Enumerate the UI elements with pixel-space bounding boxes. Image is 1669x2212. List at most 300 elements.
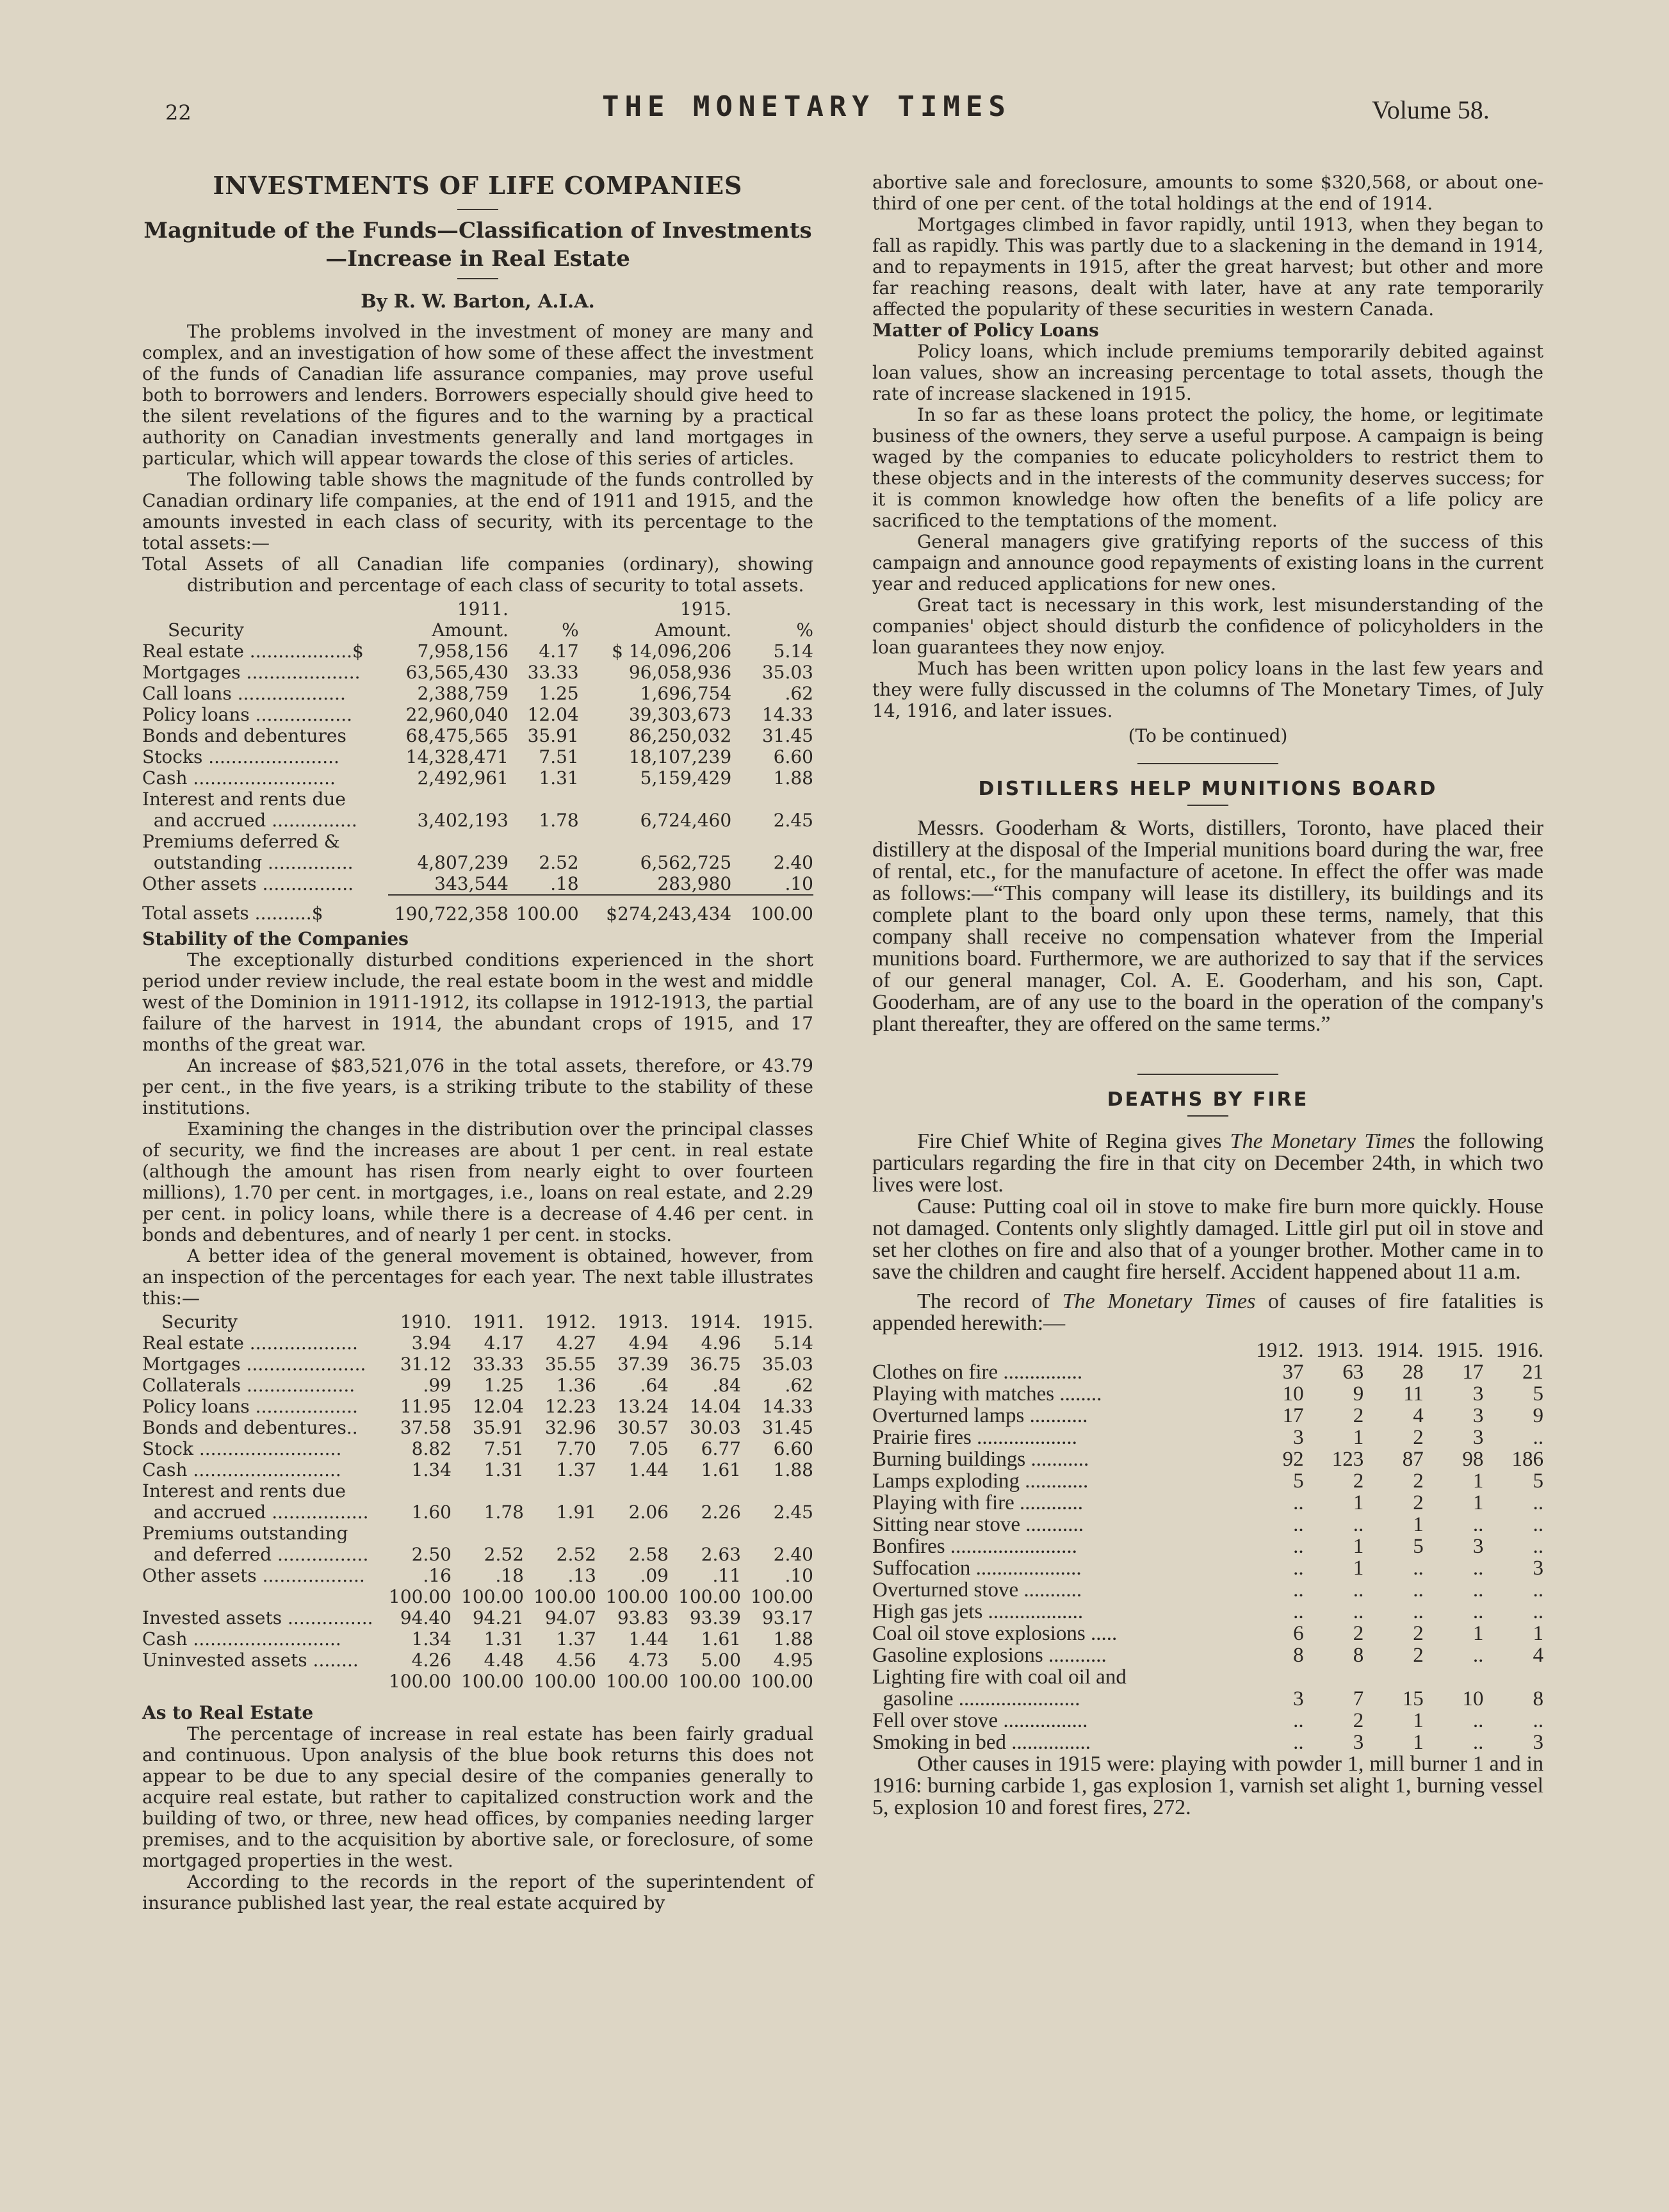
table-cell: 2.45 bbox=[773, 1502, 813, 1523]
column-header: 1910. bbox=[400, 1311, 452, 1332]
table-cell: 1 bbox=[1533, 1622, 1543, 1645]
table-cell: 1,696,754 bbox=[640, 683, 732, 704]
table-cell: .. bbox=[1413, 1578, 1424, 1602]
table-cell: 2 bbox=[1353, 1404, 1364, 1427]
table-cell: 2.58 bbox=[628, 1544, 669, 1565]
table-cell: .84 bbox=[712, 1375, 741, 1396]
article-subtitle bbox=[142, 217, 813, 273]
table-cell bbox=[596, 1523, 669, 1544]
table-cell: 11.95 bbox=[400, 1396, 452, 1417]
table-row bbox=[142, 789, 813, 810]
table-cell: .62 bbox=[785, 683, 813, 704]
row-label: Collaterals ................... bbox=[142, 1375, 355, 1396]
paragraph: Examining the changes in the distribution over the principal classes of security, we find the increases are about 1 per cent. in real estate (although the amount has risen from nearly eight to over fourteen millions), 1.70 per cent. in mortgages, i.e., loans on real estate, and 2.29 per cent. in policy loans, while there is a decrease of 4.46 per cent. in bonds and debentures, and of nearly 1 per cent. in stocks. bbox=[142, 1118, 813, 1245]
row-label: Cash .......................... bbox=[142, 1628, 341, 1650]
table-cell bbox=[731, 789, 813, 810]
row-label: Bonds and debentures bbox=[142, 725, 346, 746]
row-label: Lamps exploding ............ bbox=[872, 1470, 1089, 1492]
table-row bbox=[142, 767, 813, 789]
table-cell: 8 bbox=[1293, 1644, 1304, 1667]
table-cell: 3 bbox=[1472, 1426, 1484, 1449]
table-cell: 100.00 bbox=[678, 1671, 741, 1692]
paragraph: A better idea of the general movement is obtained, however, from an inspection of the percentages for each year. The next table illustrates this:— bbox=[142, 1245, 813, 1309]
table-cell: 5.14 bbox=[773, 641, 813, 662]
paragraph: In so far as these loans protect the policy, the home, or legitimate business of the owners, they serve a useful purpose. A campaign is being waged by the companies to educate policyholders to restrict them to these objects and in the interests of the community deserves success; for it is common knowledge how often the benefits of a life policy are sacrificed to the temptations of the moment. bbox=[872, 404, 1543, 531]
table-cell: 1.44 bbox=[628, 1459, 669, 1480]
table-cell: .. bbox=[1293, 1513, 1304, 1536]
fire-causes-table bbox=[872, 1339, 1543, 1753]
table-cell: 3 bbox=[1293, 1687, 1304, 1710]
table-cell: 2 bbox=[1413, 1491, 1424, 1514]
table-cell bbox=[579, 789, 731, 810]
table-cell bbox=[509, 831, 579, 852]
table-row bbox=[872, 1666, 1543, 1688]
table-cell: 8.82 bbox=[411, 1438, 452, 1459]
row-label: Call loans ................... bbox=[142, 683, 346, 704]
text: the following particulars regarding the fire in that city on December 24th, in which two lives were lost. bbox=[872, 1129, 1543, 1197]
text: The record of bbox=[917, 1290, 1062, 1313]
table-cell: 2 bbox=[1353, 1470, 1364, 1493]
row-label: Smoking in bed ............... bbox=[872, 1732, 1091, 1753]
subtitle-line-2: —Increase in Real Estate bbox=[325, 246, 630, 272]
table-cell bbox=[731, 831, 813, 852]
table-cell: .. bbox=[1472, 1731, 1484, 1754]
table-cell: 7,958,156 bbox=[417, 641, 509, 662]
table-cell: .99 bbox=[423, 1375, 452, 1396]
article-title: INVESTMENTS OF LIFE COMPANIES bbox=[213, 171, 743, 200]
table-cell: 5 bbox=[1533, 1382, 1543, 1405]
row-label: Playing with fire ............ bbox=[872, 1492, 1084, 1514]
table-cell: 6.60 bbox=[773, 746, 813, 767]
table-cell: $ 14,096,206 bbox=[612, 641, 732, 662]
table-year-row bbox=[142, 598, 813, 619]
table-cell: 1.78 bbox=[484, 1502, 524, 1523]
table-cell: Total assets ..........$ bbox=[142, 903, 323, 924]
table-cell: 2.26 bbox=[701, 1502, 741, 1523]
text-italic: The Monetary Times bbox=[1230, 1129, 1415, 1153]
table-cell: 15 bbox=[1402, 1687, 1424, 1710]
row-label: Sitting near stove ........... bbox=[872, 1514, 1084, 1536]
table-cell: 94.07 bbox=[544, 1607, 596, 1628]
table-row bbox=[142, 1502, 813, 1523]
table-cell bbox=[596, 1480, 669, 1502]
table-cell: 18,107,239 bbox=[628, 746, 732, 767]
table-cell: 3 bbox=[1533, 1731, 1543, 1754]
table-cell bbox=[524, 1480, 596, 1502]
table-row bbox=[872, 1732, 1543, 1753]
table-cell bbox=[1424, 1666, 1484, 1688]
table-cell: 190,722,358 bbox=[388, 895, 509, 924]
table-cell: 4.27 bbox=[556, 1332, 596, 1354]
table-cell: 35.91 bbox=[472, 1417, 524, 1438]
table-cell: 1.78 bbox=[539, 810, 579, 831]
table-cell: 87 bbox=[1402, 1448, 1424, 1471]
table-cell: 14.33 bbox=[761, 1396, 813, 1417]
table-cell: 100.00 bbox=[678, 1586, 741, 1607]
text-italic: The Monetary Times bbox=[1062, 1290, 1256, 1313]
row-label bbox=[142, 1586, 379, 1607]
table-cell: .. bbox=[1413, 1557, 1424, 1580]
percentages-table-1910-1915 bbox=[142, 1311, 813, 1692]
table-cell: .. bbox=[1533, 1513, 1543, 1536]
column-header: 1912. bbox=[544, 1311, 596, 1332]
column-header: Amount. bbox=[432, 619, 509, 641]
paragraph: The exceptionally disturbed conditions experienced in the short period under review include, the real estate boom in the west and middle west of the Dominion in 1911-1912, its collapse in 1912-1913, the partial failure of the harvest in 1914, the abundant crops of 1915, and 17 months of the great war. bbox=[142, 949, 813, 1055]
table-cell: 39,303,673 bbox=[628, 704, 732, 725]
table-cell: 1.36 bbox=[556, 1375, 596, 1396]
table-cell: 2 bbox=[1413, 1470, 1424, 1493]
table-cell: 31.45 bbox=[761, 725, 813, 746]
column-header bbox=[872, 1339, 1244, 1361]
table-cell: 4.17 bbox=[539, 641, 579, 662]
table-cell: .. bbox=[1533, 1600, 1543, 1623]
table-cell: 1 bbox=[1472, 1470, 1484, 1493]
paragraph: Other causes in 1915 were: playing with powder 1, mill burner 1 and in 1916: burning carbide 1, gas explosion 1, varnish set alight 1, burning vessel 5, explosion 10 and forest fires, 272. bbox=[872, 1752, 1543, 1819]
paragraph: Policy loans, which include premiums temporarily debited against loan values, show an increasing percentage to total assets, though the rate of increase slackened in 1915. bbox=[872, 341, 1543, 404]
table-cell bbox=[579, 831, 731, 852]
row-label: Uninvested assets ........ bbox=[142, 1650, 359, 1671]
row-label: Bonds and debentures.. bbox=[142, 1417, 358, 1438]
table-cell: 2.52 bbox=[484, 1544, 524, 1565]
table-cell: 100.00 bbox=[389, 1586, 452, 1607]
table-total-row bbox=[142, 895, 813, 924]
publication-title: THE MONETARY TIMES bbox=[602, 90, 1011, 123]
table-cell: 13.24 bbox=[617, 1396, 669, 1417]
table-cell: 1 bbox=[1413, 1709, 1424, 1732]
table-cell bbox=[741, 1480, 813, 1502]
row-label: Playing with matches ........ bbox=[872, 1383, 1102, 1405]
table-cell: 2,492,961 bbox=[417, 767, 509, 789]
table-cell: 2.40 bbox=[773, 1544, 813, 1565]
table-cell: 2 bbox=[1413, 1426, 1424, 1449]
table-cell: 100.00 bbox=[389, 1671, 452, 1692]
table-cell: 100.00 bbox=[751, 1671, 813, 1692]
table-cell: 5 bbox=[1533, 1470, 1543, 1493]
column-header: 1912. bbox=[1256, 1339, 1304, 1362]
table-cell: 3 bbox=[1533, 1557, 1543, 1580]
table-cell: 2.06 bbox=[628, 1502, 669, 1523]
paragraph bbox=[872, 1291, 1543, 1334]
table-cell: 37.58 bbox=[400, 1417, 452, 1438]
table-cell: 35.55 bbox=[544, 1354, 596, 1375]
table-cell: 4 bbox=[1413, 1404, 1424, 1427]
column-header: 1913. bbox=[617, 1311, 669, 1332]
paragraph: Great tact is necessary in this work, lest misunderstanding of the companies' object should disturb the confidence of policyholders in the loan guarantees they now enjoy. bbox=[872, 594, 1543, 658]
row-label: Invested assets ............... bbox=[142, 1607, 373, 1628]
table-row bbox=[872, 1644, 1543, 1666]
table-cell: 37.39 bbox=[617, 1354, 669, 1375]
table-cell: 100.00 bbox=[461, 1586, 524, 1607]
table-cell: 9 bbox=[1353, 1382, 1364, 1405]
table-cell: 100.00 bbox=[606, 1671, 669, 1692]
table-cell: 31.12 bbox=[400, 1354, 452, 1375]
row-label: Premiums outstanding bbox=[142, 1523, 348, 1544]
column-header: % bbox=[796, 619, 813, 641]
table-cell: .. bbox=[1353, 1600, 1364, 1623]
table-cell: .. bbox=[1293, 1731, 1304, 1754]
table-cell: $274,243,434 bbox=[579, 895, 731, 924]
title-rule bbox=[1187, 805, 1228, 806]
paragraph: Much has been written upon policy loans in the last few years and they were fully discussed in the columns of The Monetary Times, of July 14, 1916, and later issues. bbox=[872, 658, 1543, 721]
table-cell: 96,058,936 bbox=[628, 662, 732, 683]
table-cell: 36.75 bbox=[689, 1354, 741, 1375]
table-cell: .. bbox=[1293, 1578, 1304, 1602]
table-cell: 4 bbox=[1533, 1644, 1543, 1667]
table-cell: 1.88 bbox=[773, 767, 813, 789]
table-cell: 6.77 bbox=[701, 1438, 741, 1459]
table-cell: 33.33 bbox=[472, 1354, 524, 1375]
table-cell: 1.37 bbox=[556, 1459, 596, 1480]
row-label: and deferred ................ bbox=[142, 1544, 369, 1565]
table-cell: .. bbox=[1353, 1578, 1364, 1602]
table-cell: 2.63 bbox=[701, 1544, 741, 1565]
table-cell: 100.00 bbox=[533, 1586, 596, 1607]
section-divider bbox=[1137, 1074, 1278, 1075]
table-row bbox=[872, 1470, 1543, 1492]
table-row bbox=[142, 831, 813, 852]
row-label: Real estate ..................$ bbox=[142, 641, 364, 662]
table-cell: 1 bbox=[1353, 1535, 1364, 1558]
byline: By R. W. Barton, A.I.A. bbox=[361, 290, 595, 312]
row-label: Mortgages .................... bbox=[142, 662, 361, 683]
table-cell: 10 bbox=[1282, 1382, 1304, 1405]
table-cell: 2 bbox=[1413, 1644, 1424, 1667]
text: Fire Chief White of Regina gives bbox=[917, 1129, 1230, 1153]
paragraph: The problems involved in the investment of money are many and complex, and an investigation of how some of these affect the investment of the funds of Canadian life assurance companies, may prove useful both to borrowers and lenders. Borrowers especially should give heed to the silent revelations of the figures and to the warning by a practical authority on Canadian investments generally and land mortgages in particular, which will appear towards the close of this series of articles. bbox=[142, 321, 813, 469]
table-cell: 5.00 bbox=[701, 1650, 741, 1671]
table-cell: 1.88 bbox=[773, 1459, 813, 1480]
table-cell: 12.23 bbox=[544, 1396, 596, 1417]
table-cell: 1.88 bbox=[773, 1628, 813, 1650]
deaths-title: DEATHS BY FIRE bbox=[1107, 1088, 1309, 1111]
row-label: Policy loans .................. bbox=[142, 1396, 358, 1417]
continued-note: (To be continued) bbox=[1128, 725, 1288, 746]
table-cell: .. bbox=[1293, 1709, 1304, 1732]
table-row bbox=[142, 1417, 813, 1438]
table-cell: 1.34 bbox=[411, 1628, 452, 1650]
left-column bbox=[142, 172, 813, 1913]
row-label: High gas jets .................. bbox=[872, 1601, 1084, 1623]
table-cell bbox=[669, 1523, 741, 1544]
table-cell: 2 bbox=[1413, 1622, 1424, 1645]
table-cell: 14.33 bbox=[761, 704, 813, 725]
table-cell: 3 bbox=[1472, 1382, 1484, 1405]
table-cell: 7 bbox=[1353, 1687, 1364, 1710]
table-cell: 2.52 bbox=[539, 852, 579, 873]
row-label: Overturned lamps ........... bbox=[872, 1405, 1088, 1427]
table-cell: 93.17 bbox=[761, 1607, 813, 1628]
row-label: Burning buildings ........... bbox=[872, 1448, 1089, 1470]
paragraph: An increase of $83,521,076 in the total assets, therefore, or 43.79 per cent., in the five years, is a striking tribute to the stability of these institutions. bbox=[142, 1055, 813, 1118]
table-cell: .. bbox=[1533, 1491, 1543, 1514]
row-label: Bonfires ........................ bbox=[872, 1536, 1077, 1557]
table-cell: .64 bbox=[640, 1375, 669, 1396]
table-cell: 2.50 bbox=[411, 1544, 452, 1565]
table-cell: .10 bbox=[785, 1565, 813, 1586]
row-label: Premiums deferred & bbox=[142, 831, 340, 852]
table-cell: 3 bbox=[1472, 1535, 1484, 1558]
distillers-title: DISTILLERS HELP MUNITIONS BOARD bbox=[978, 778, 1438, 800]
table-cell: 100.00 bbox=[606, 1586, 669, 1607]
table-row bbox=[872, 1688, 1543, 1710]
table-row bbox=[142, 1480, 813, 1502]
row-label: Suffocation .................... bbox=[872, 1557, 1082, 1579]
table-cell bbox=[388, 789, 509, 810]
column-header: Amount. bbox=[655, 619, 732, 641]
table-cell: .. bbox=[1533, 1709, 1543, 1732]
table-cell: 3 bbox=[1293, 1426, 1304, 1449]
table-cell: .. bbox=[1472, 1578, 1484, 1602]
row-label: Interest and rents due bbox=[142, 789, 346, 810]
table-cell: 7.51 bbox=[484, 1438, 524, 1459]
table-cell: 68,475,565 bbox=[405, 725, 509, 746]
column-header: Security bbox=[168, 619, 244, 641]
table-row bbox=[142, 725, 813, 746]
table-cell: 17 bbox=[1462, 1361, 1484, 1384]
column-header: 1916. bbox=[1495, 1339, 1543, 1362]
table-cell: 1.61 bbox=[701, 1628, 741, 1650]
table-cell: .16 bbox=[423, 1565, 452, 1586]
row-label: Clothes on fire ............... bbox=[872, 1361, 1083, 1383]
table-cell bbox=[388, 831, 509, 852]
column-header: 1914. bbox=[1376, 1339, 1424, 1362]
table-cell: 1.31 bbox=[539, 767, 579, 789]
row-label: Stocks ....................... bbox=[142, 746, 339, 767]
text: of causes of fire fatalities is appended herewith:— bbox=[872, 1290, 1543, 1335]
table-cell: 5 bbox=[1413, 1535, 1424, 1558]
table-cell: 32.96 bbox=[544, 1417, 596, 1438]
table-cell: .62 bbox=[785, 1375, 813, 1396]
row-label: Mortgages ..................... bbox=[142, 1354, 366, 1375]
table-row bbox=[142, 1375, 813, 1396]
table-cell: 5 bbox=[1293, 1470, 1304, 1493]
table-cell: .11 bbox=[712, 1565, 741, 1586]
table-cell: 3 bbox=[1353, 1731, 1364, 1754]
table-cell: 7.70 bbox=[556, 1438, 596, 1459]
table-cell: 93.83 bbox=[617, 1607, 669, 1628]
table-cell: 6.60 bbox=[773, 1438, 813, 1459]
table-cell: 8 bbox=[1533, 1687, 1543, 1710]
table-cell: 22,960,040 bbox=[405, 704, 509, 725]
table-cell: .. bbox=[1472, 1709, 1484, 1732]
table-row bbox=[872, 1448, 1543, 1470]
row-label: Cash ......................... bbox=[142, 767, 336, 789]
table-cell: .. bbox=[1353, 1513, 1364, 1536]
column-header: 1911. bbox=[472, 1311, 524, 1332]
table-row bbox=[142, 1628, 813, 1650]
table-row bbox=[142, 1459, 813, 1480]
table-cell: .. bbox=[1472, 1513, 1484, 1536]
row-label: Stock ......................... bbox=[142, 1438, 342, 1459]
table-cell: 1.25 bbox=[484, 1375, 524, 1396]
table-cell: 2 bbox=[1353, 1622, 1364, 1645]
row-label: and accrued ................. bbox=[142, 1502, 369, 1523]
column-header: 1915. bbox=[1436, 1339, 1484, 1362]
table-cell: 1 bbox=[1353, 1557, 1364, 1580]
table-cell: 30.03 bbox=[689, 1417, 741, 1438]
table-cell: 31.45 bbox=[761, 1417, 813, 1438]
page-number: 22 bbox=[165, 101, 191, 125]
table-header-row bbox=[142, 1311, 813, 1332]
table-cell: 2,388,759 bbox=[417, 683, 509, 704]
table-cell: 1 bbox=[1413, 1513, 1424, 1536]
table-cell: 1.60 bbox=[411, 1502, 452, 1523]
table-cell: 93.39 bbox=[689, 1607, 741, 1628]
table-cell: 6,724,460 bbox=[640, 810, 732, 831]
table-row bbox=[142, 641, 813, 662]
table-cell: .10 bbox=[785, 873, 813, 894]
table-cell: 1.44 bbox=[628, 1628, 669, 1650]
table-cell: 100.00 bbox=[461, 1671, 524, 1692]
table-cell: 14,328,471 bbox=[405, 746, 509, 767]
table-cell: 7.51 bbox=[539, 746, 579, 767]
volume-label: Volume 58. bbox=[1372, 95, 1490, 124]
row-label: Prairie fires ................... bbox=[872, 1427, 1077, 1448]
table-cell: 6 bbox=[1293, 1622, 1304, 1645]
subtitle-line-1: Magnitude of the Funds—Classification of Investments bbox=[143, 218, 812, 243]
paragraph: Mortgages climbed in favor rapidly, until 1913, when they began to fall as rapidly. This was partly due to a slackening in the demand in 1914, and to repayments in 1915, after the great harvest; but other and more far reaching reasons, dealt with later, have at any rate temporarily affected the popularity of these securities in western Canada. bbox=[872, 214, 1543, 320]
section-heading: Matter of Policy Loans bbox=[872, 320, 1099, 341]
table-header-row bbox=[872, 1339, 1543, 1361]
table-row bbox=[142, 1650, 813, 1671]
table-cell: 283,980 bbox=[657, 873, 732, 894]
table-cell: 12.04 bbox=[472, 1396, 524, 1417]
table-row bbox=[142, 662, 813, 683]
table-cell: 1.31 bbox=[484, 1628, 524, 1650]
table-row bbox=[142, 1523, 813, 1544]
table-row bbox=[142, 873, 813, 895]
right-column bbox=[872, 172, 1543, 1819]
table-cell: 1.34 bbox=[411, 1459, 452, 1480]
row-label: Policy loans ................. bbox=[142, 704, 352, 725]
title-rule bbox=[1187, 1115, 1228, 1117]
table-cell: .. bbox=[1472, 1557, 1484, 1580]
section-divider bbox=[1137, 763, 1278, 764]
table-cell: 92 bbox=[1282, 1448, 1304, 1471]
paragraph bbox=[872, 1131, 1543, 1196]
table-row bbox=[872, 1623, 1543, 1644]
column-header: % bbox=[562, 619, 579, 641]
table-row bbox=[872, 1361, 1543, 1383]
table-cell: 5.14 bbox=[773, 1332, 813, 1354]
table-cell: 1.25 bbox=[539, 683, 579, 704]
table-row bbox=[872, 1536, 1543, 1557]
year-label: 1915. bbox=[680, 598, 732, 619]
table-cell: 86,250,032 bbox=[628, 725, 732, 746]
table-row bbox=[142, 1544, 813, 1565]
table-row bbox=[142, 1438, 813, 1459]
table-cell: 11 bbox=[1403, 1382, 1424, 1405]
table-cell: 3,402,193 bbox=[417, 810, 509, 831]
table-cell: 30.57 bbox=[617, 1417, 669, 1438]
table-cell: 35.91 bbox=[527, 725, 579, 746]
column-header: Security bbox=[161, 1311, 238, 1332]
row-label: Lighting fire with coal oil and bbox=[872, 1666, 1127, 1688]
row-label: outstanding ............... bbox=[142, 852, 354, 873]
table-row bbox=[142, 1586, 813, 1607]
table-cell: .. bbox=[1472, 1600, 1484, 1623]
table-cell: .. bbox=[1533, 1535, 1543, 1558]
table-cell bbox=[1304, 1666, 1364, 1688]
table-cell: .. bbox=[1413, 1600, 1424, 1623]
table-cell: 4,807,239 bbox=[417, 852, 509, 873]
table-row bbox=[142, 704, 813, 725]
paragraph: abortive sale and foreclosure, amounts to some $320,568, or about one-third of one per cent. of the total holdings at the end of 1914. bbox=[872, 172, 1543, 214]
table-caption: Total Assets of all Canadian life companies (ordinary), showing distribution and percentage of each class of security to total assets. bbox=[142, 553, 813, 596]
table-cell: 12.04 bbox=[527, 704, 579, 725]
table-cell: .. bbox=[1533, 1578, 1543, 1602]
table-cell: 1.91 bbox=[556, 1502, 596, 1523]
